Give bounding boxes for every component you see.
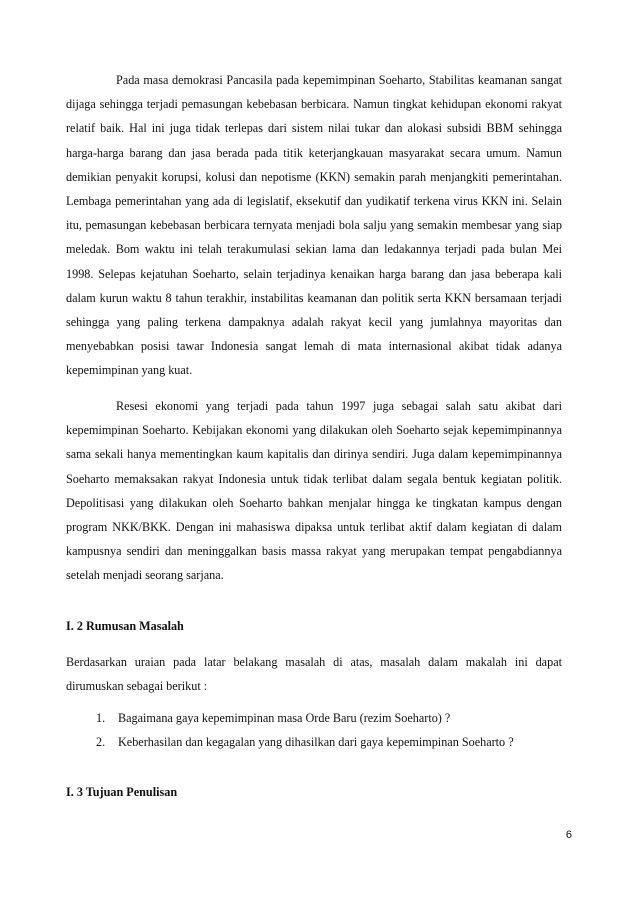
paragraph-resesi-ekonomi: Resesi ekonomi yang terjadi pada tahun 1997 juga sebagai salah satu akibat dari kepemimpinan Soeharto. Kebijakan ekonomi yang dilakukan oleh Soeharto sejak kepemimpinannya sama sekali hanya mementingkan kaum kapitalis dan dirinya sendiri. Juga dalam kepemimpinannya Soeharto memaksakan rakyat Indonesia untuk tidak terlibat dalam segala bentuk kegiatan politik. Depolitisasi yang dilakukan oleh Soeharto bahkan menjalar hingga ke tingkatan kampus dengan program NKK/BKK. Dengan ini mahasiswa dipaksa untuk terlibat aktif dalam kegiatan di dalam kampusnya sendiri dan meninggalkan basis massa rakyat yang merupakan tempat pengabdiannya setelah menjadi seorang sarjana. xyxy=(66,399,562,583)
list-item xyxy=(96,706,514,730)
list-item-number: 2. xyxy=(96,735,106,749)
list-item-text: Keberhasilan dan kegagalan yang dihasilkan dari gaya kepemimpinan Soeharto ? xyxy=(118,735,514,749)
list-item-number: 1. xyxy=(96,711,106,725)
list-item-text: Bagaimana gaya kepemimpinan masa Orde Baru (rezim Soeharto) ? xyxy=(118,711,451,725)
paragraph-rumusan-intro: Berdasarkan uraian pada latar belakang masalah di atas, masalah dalam makalah ini dapat dirumuskan sebagai berikut : xyxy=(66,655,562,694)
page-number: 6 xyxy=(565,829,572,841)
paragraph-demokrasi-pancasila: Pada masa demokrasi Pancasila pada kepemimpinan Soeharto, Stabilitas keamanan sangat dijaga sehingga terjadi pemasungan kebebasan berbicara. Namun tingkat kehidupan ekonomi rakyat relatif baik. Hal ini juga tidak terlepas dari sistem nilai tukar dan alokasi subsidi BBM sehingga harga-harga barang dan jasa berada pada titik keterjangkauan masyarakat secara umum. Namun demikian penyakit korupsi, kolusi dan nepotisme (KKN) semakin parah menjangkiti pemerintahan. Lembaga pemerintahan yang ada di legislatif, eksekutif dan yudikatif terkena virus KKN ini. Selain itu, pemasungan kebebasan berbicara ternyata menjadi bola salju yang semakin membesar yang siap meledak. Bom waktu ini telah terakumulasi sekian lama dan ledakannya terjadi pada bulan Mei 1998. Selepas kejatuhan Soeharto, selain terjadinya kenaikan harga barang dan jasa beberapa kali dalam kurun waktu 8 tahun terakhir, instabilitas keamanan dan politik serta KKN bersamaan terjadi sehingga yang paling terkena dampaknya adalah rakyat kecil yang jumlahnya mayoritas dan menyebabkan posisi tawar Indonesia sangat lemah di mata internasional akibat tidak adanya kepemimpinan yang kuat. xyxy=(66,73,562,378)
list-item xyxy=(96,730,514,754)
heading-tujuan-penulisan: I. 3 Tujuan Penulisan xyxy=(66,785,178,799)
rumusan-list xyxy=(96,706,514,754)
heading-rumusan-masalah: I. 2 Rumusan Masalah xyxy=(66,619,184,633)
